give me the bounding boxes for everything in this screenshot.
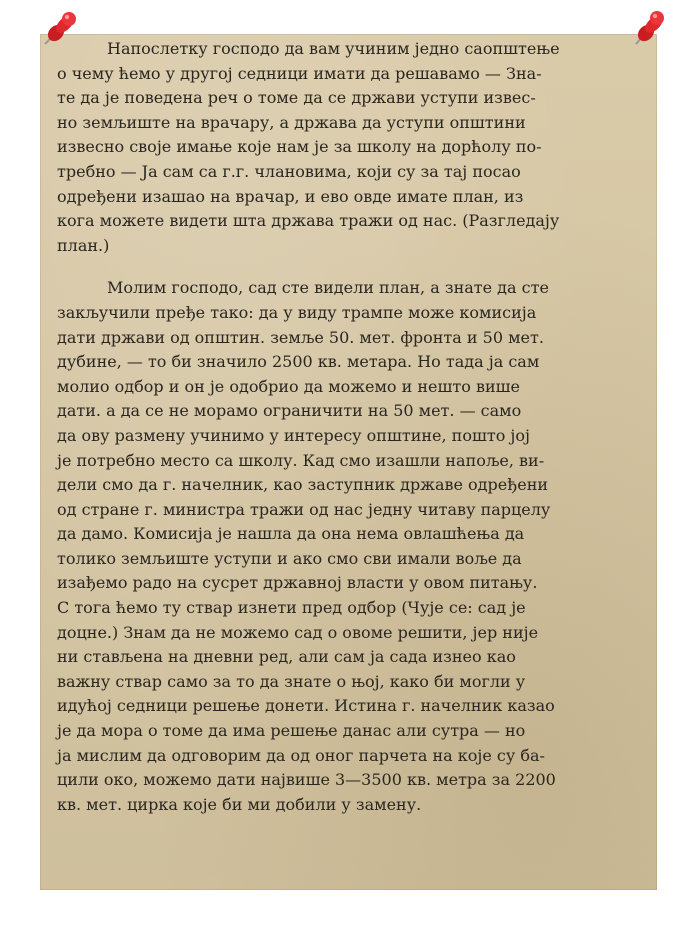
text-line: кв. мет. цирка које би ми добили у замену.: [57, 794, 422, 814]
text-line: дати држави од општин. земље 50. мет. фронта и 50 мет.: [57, 327, 544, 347]
text-line: је потребно место са школу. Кад смо изашли напоље, ви-: [57, 450, 545, 470]
text-line: да дамо. Комисија је нашла да она нема овлашћења да: [57, 524, 525, 544]
text-line: о чему ћемо у другој седници имати да решавамо — Зна-: [57, 63, 542, 83]
text-line: С тога ћемо ту ствар изнети пред одбор (Чује се: сад је: [57, 598, 526, 618]
text-line: је да мора о томе да има решење данас али сутра — но: [57, 721, 526, 741]
text-line: одређени изашао на врачар, и ево овде имате план, из: [57, 186, 524, 206]
text-line: молио одбор и он је одобрио да можемо и нешто више: [57, 376, 520, 396]
paragraph-1: [57, 37, 639, 258]
text-line: цили око, можемо дати највише 3—3500 кв. метра за 2200: [57, 770, 556, 790]
text-line: ја мислим да одговорим да од оног парчета на које су ба-: [57, 745, 545, 765]
text-line: дати. а да се не морамо ограничити на 50 мет. — само: [57, 401, 522, 421]
paragraph-2: [57, 276, 639, 817]
text-line: дели смо да г. начелник, као заступник државе одређени: [57, 475, 549, 495]
text-line: доцне.) Знам да не можемо сад о овоме решити, јер није: [57, 622, 539, 642]
text-line: Молим господо, сад сте видели план, а знате да сте: [107, 278, 549, 298]
text-line: важну ствар само за то да знате о њој, како би могли у: [57, 671, 526, 691]
text-line: да ову размену учинимо у интересу општине, пошто јој: [57, 425, 530, 445]
text-line: изађемо радо на сусрет државној власти у овом питању.: [57, 573, 538, 593]
document-body: [57, 37, 639, 817]
text-line: Напослетку господо да вам учиним једно саопштење: [107, 39, 560, 58]
text-line: идућој седници решење донети. Истина г. начелник казао: [57, 696, 555, 716]
text-line: план.): [57, 235, 110, 255]
text-line: те да је поведена реч о томе да се држави уступи извес-: [57, 88, 536, 108]
text-line: извесно своје имање које нам је за школу на дорћолу по-: [57, 137, 542, 157]
text-line: но земљиште на врачару, а држава да уступи општини: [57, 112, 526, 132]
text-line: од стране г. министра тражи од нас једну читаву парцелу: [57, 499, 551, 519]
text-line: ни стављена на дневни ред, али сам ја сада изнео као: [57, 647, 516, 667]
text-line: требно — Ја сам са г.г. члановима, који су за тај посао: [57, 161, 521, 181]
text-line: закључили пређе тако: да у виду трампе може комисија: [57, 302, 537, 322]
text-line: толико земљиште уступи и ако смо сви имали воље да: [57, 548, 522, 568]
text-line: дубине, — то би значило 2500 кв. метара. Но тада ја сам: [57, 352, 540, 372]
text-line: кога можете видети шта држава тражи од нас. (Разгледају: [57, 211, 560, 231]
